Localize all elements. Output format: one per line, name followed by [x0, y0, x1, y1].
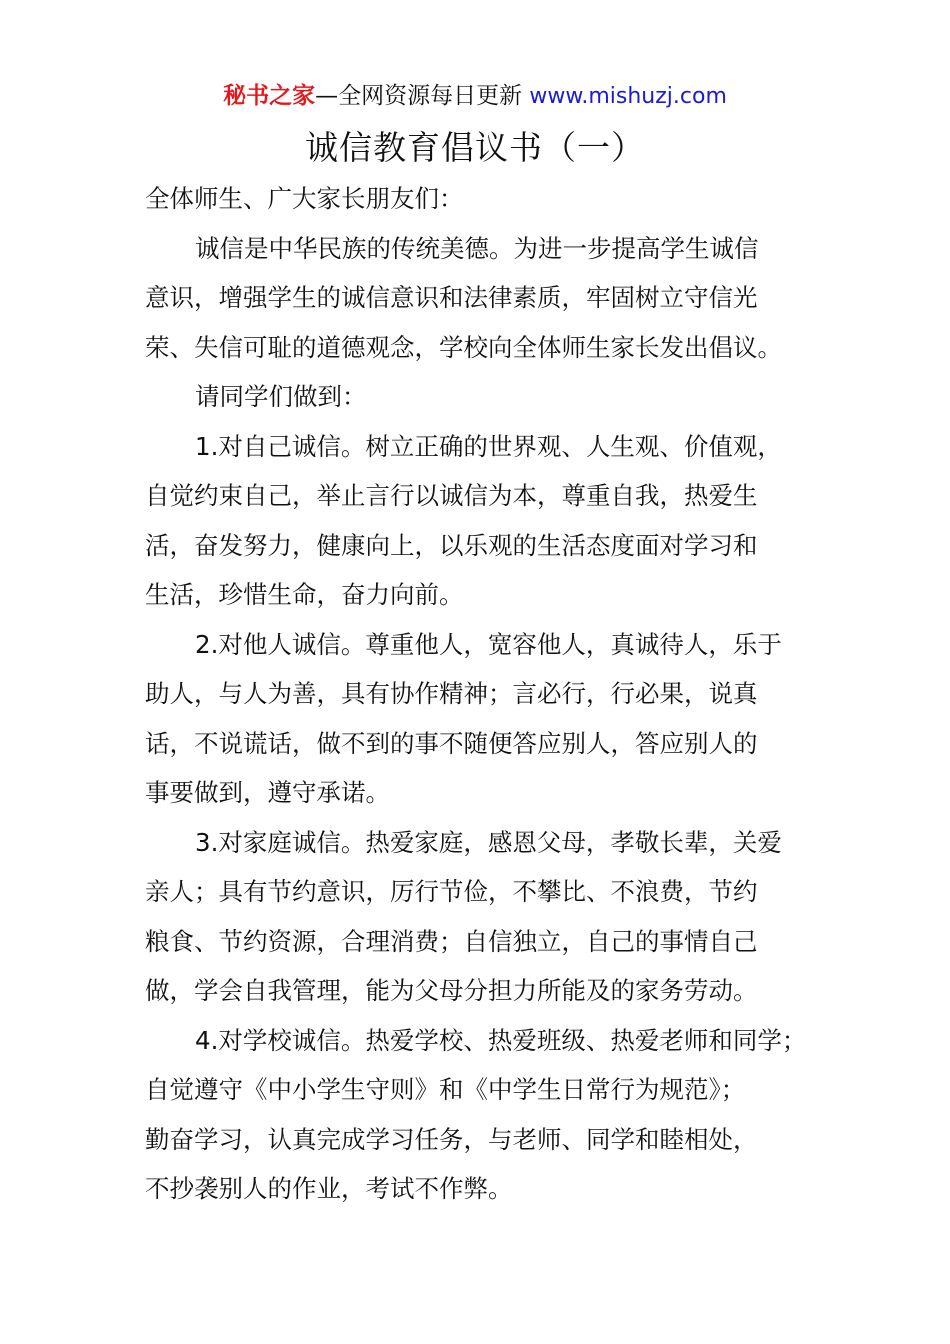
- text-line: 助人，与人为善，具有协作精神；言必行，行必果，说真: [145, 679, 758, 708]
- text-line: 自觉遵守《中小学生守则》和《中学生日常行为规范》；: [145, 1075, 746, 1104]
- text-line: 勤奋学习，认真完成学习任务，与老师、同学和睦相处，: [145, 1124, 758, 1154]
- text-line: 事要做到，遵守承诺。: [145, 778, 390, 807]
- document-title: 诚信教育倡议书（一）: [305, 128, 645, 167]
- text-line: 1.对自己诚信。树立正确的世界观、人生观、价值观，: [195, 431, 782, 461]
- text-line: 做，学会自我管理，能为父母分担力所能及的家务劳动。: [145, 976, 758, 1005]
- text-line: 意识，增强学生的诚信意识和法律素质，牢固树立守信光: [145, 283, 758, 312]
- text-line: 亲人；具有节约意识，厉行节俭，不攀比、不浪费，节约: [145, 877, 758, 906]
- text-line: 诚信是中华民族的传统美德。为进一步提高学生诚信: [195, 233, 759, 263]
- site-header: [0, 80, 950, 113]
- text-line: 2.对他人诚信。尊重他人，宽容他人，真诚待人，乐于: [195, 629, 782, 659]
- text-line: 话，不说谎话，做不到的事不随便答应别人，答应别人的: [145, 728, 758, 758]
- text-line: 3.对家庭诚信。热爱家庭，感恩父母，孝敬长辈，关爱: [195, 827, 782, 857]
- text-line: 活，奋发努力，健康向上，以乐观的生活态度面对学习和: [145, 530, 758, 560]
- text-line: 粮食、节约资源，合理消费；自信独立，自己的事情自己: [145, 926, 758, 956]
- site-url-link[interactable]: www.mishuzj.com: [529, 84, 727, 109]
- text-line: 生活，珍惜生命，奋力向前。: [145, 580, 464, 609]
- text-line: 自觉约束自己，举止言行以诚信为本，尊重自我，热爱生: [145, 481, 758, 510]
- document-body: [145, 174, 835, 1214]
- text-line: 请同学们做到：: [195, 382, 367, 411]
- header-slogan: —全网资源每日更新: [315, 83, 530, 109]
- text-line: 4.对学校诚信。热爱学校、热爱班级、热爱老师和同学；: [195, 1025, 807, 1055]
- text-line: 荣、失信可耻的道德观念，学校向全体师生家长发出倡议。: [145, 332, 782, 362]
- text-line: 不抄袭别人的作业，考试不作弊。: [145, 1174, 513, 1203]
- brand-name: 秘书之家: [223, 83, 316, 109]
- text-line: 全体师生、广大家长朋友们：: [145, 184, 464, 213]
